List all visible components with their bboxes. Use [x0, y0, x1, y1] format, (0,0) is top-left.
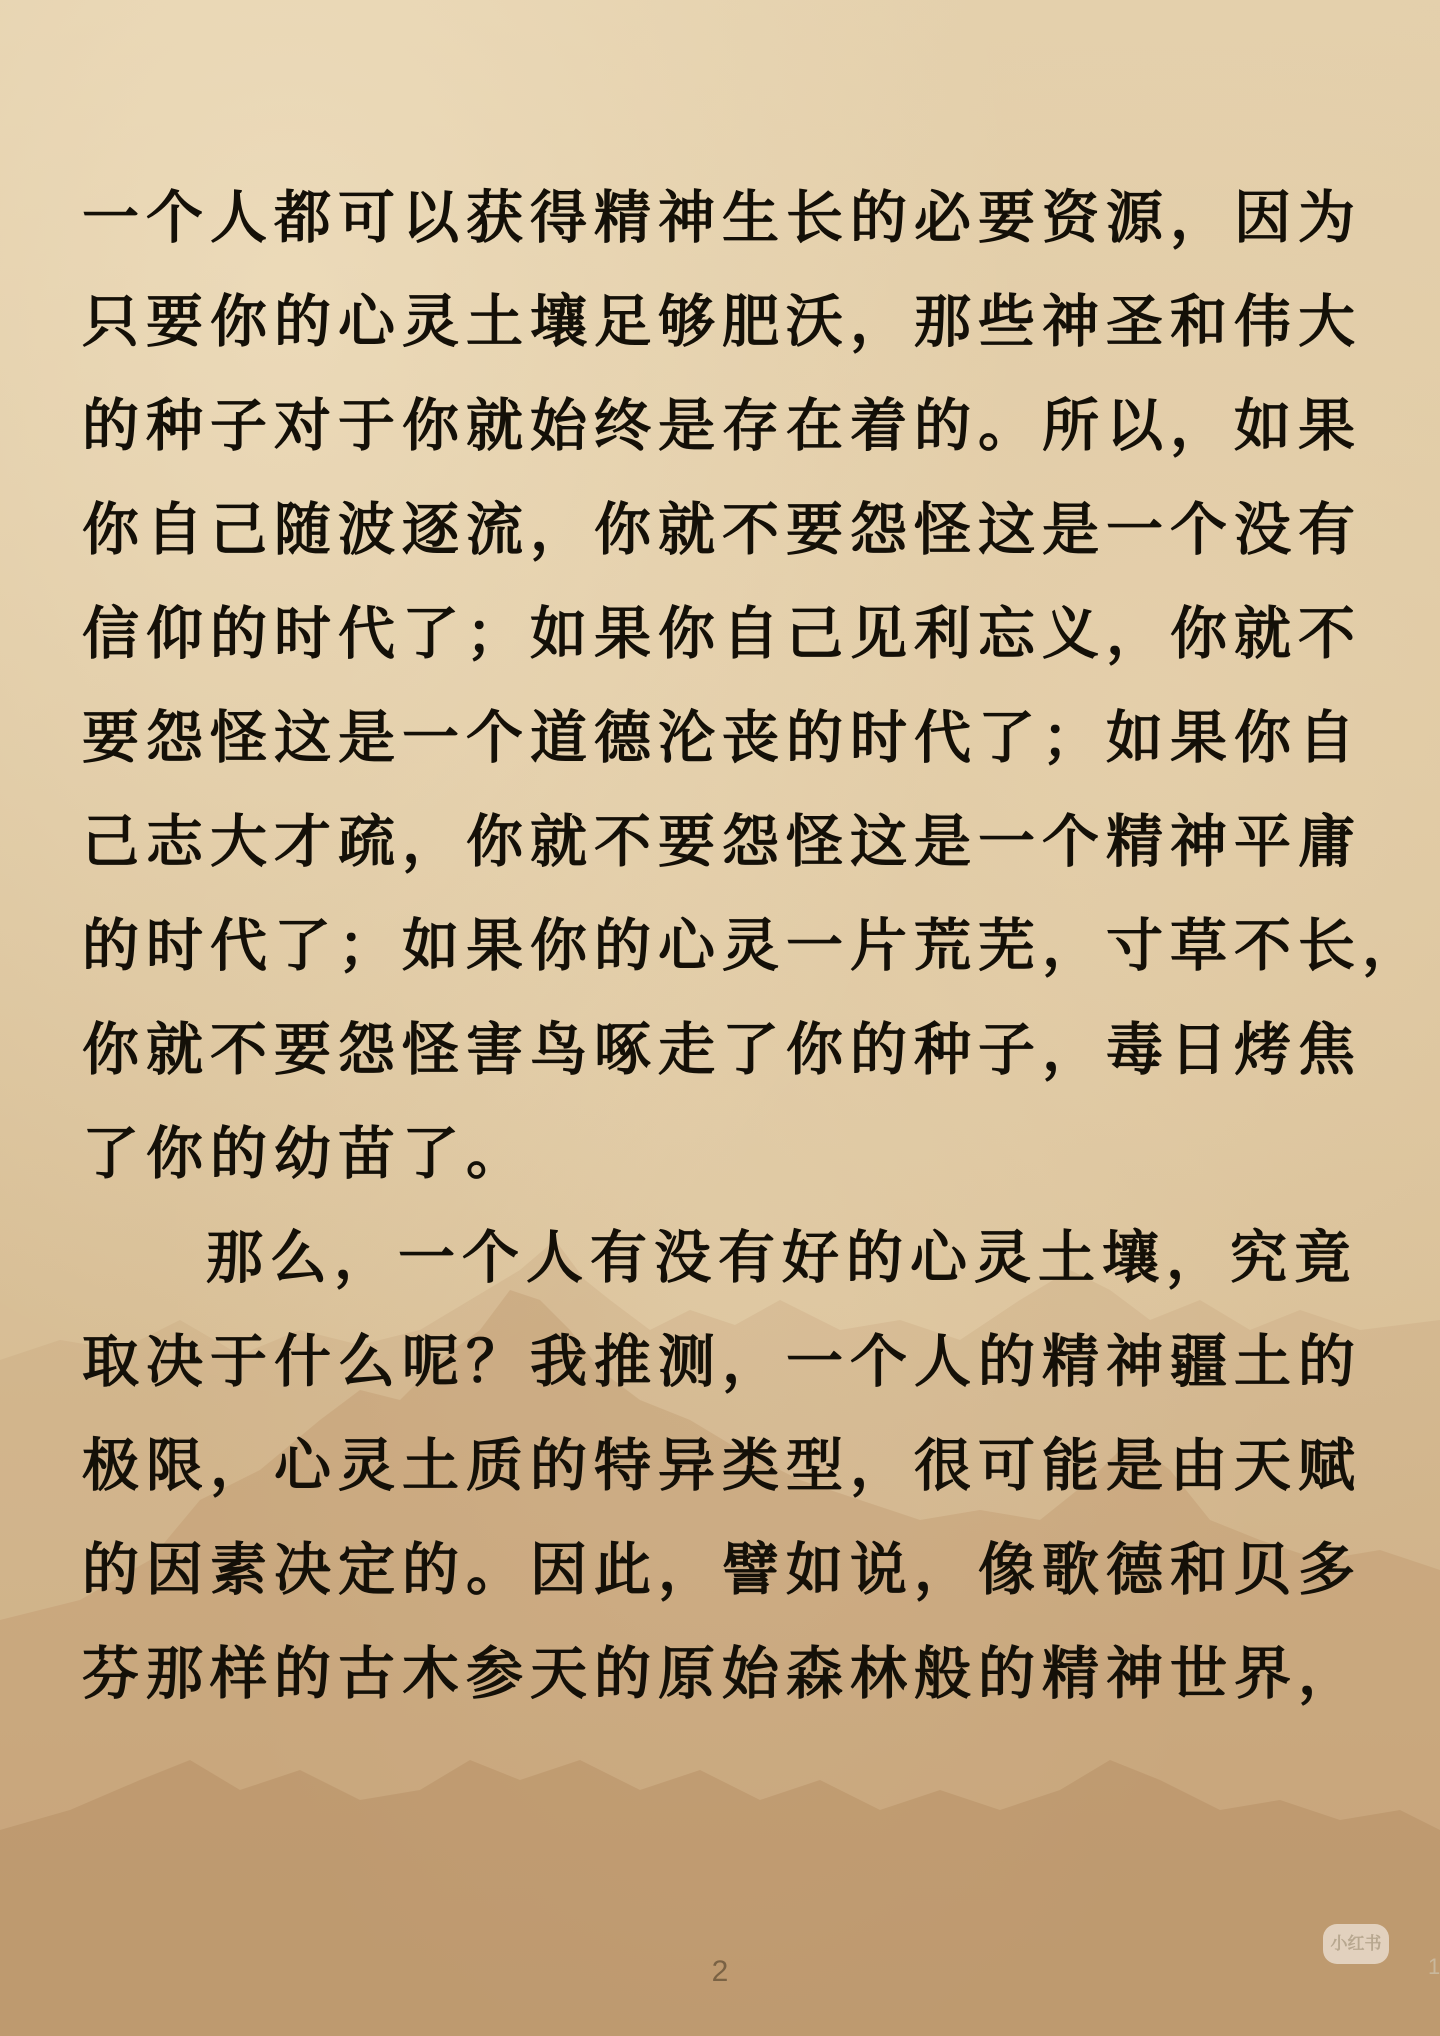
corner-mark: 1 [1428, 1954, 1440, 1979]
text-line: 的种子对于你就始终是存在着的。所以，如果 [82, 392, 1362, 459]
text-line: 的时代了；如果你的心灵一片荒芜，寸草不长， [82, 912, 1426, 979]
text-line: 芬那样的古木参天的原始森林般的精神世界， [82, 1640, 1362, 1707]
text-line: 你就不要怨怪害鸟啄走了你的种子，毒日烤焦 [82, 1016, 1362, 1083]
xiaohongshu-watermark: 小红书 [1323, 1924, 1389, 1964]
text-line: 己志大才疏，你就不要怨怪这是一个精神平庸 [82, 808, 1362, 875]
text-line: 要怨怪这是一个道德沦丧的时代了；如果你自 [82, 704, 1362, 771]
text-line: 的因素决定的。因此，譬如说，像歌德和贝多 [82, 1536, 1362, 1603]
text-line-paragraph-start: 那么，一个人有没有好的心灵土壤，究竟 [206, 1224, 1358, 1291]
text-line: 取决于什么呢？我推测，一个人的精神疆土的 [82, 1328, 1362, 1395]
text-line: 你自己随波逐流，你就不要怨怪这是一个没有 [82, 496, 1362, 563]
text-line: 极限，心灵土质的特异类型，很可能是由天赋 [82, 1432, 1362, 1499]
article-body [82, 166, 1426, 1726]
text-line: 信仰的时代了；如果你自己见利忘义，你就不 [82, 600, 1362, 667]
text-line: 一个人都可以获得精神生长的必要资源，因为 [82, 184, 1362, 251]
page-number: 2 [711, 1955, 729, 1988]
text-line: 只要你的心灵土壤足够肥沃，那些神圣和伟大 [82, 288, 1362, 355]
text-line: 了你的幼苗了。 [82, 1120, 530, 1187]
